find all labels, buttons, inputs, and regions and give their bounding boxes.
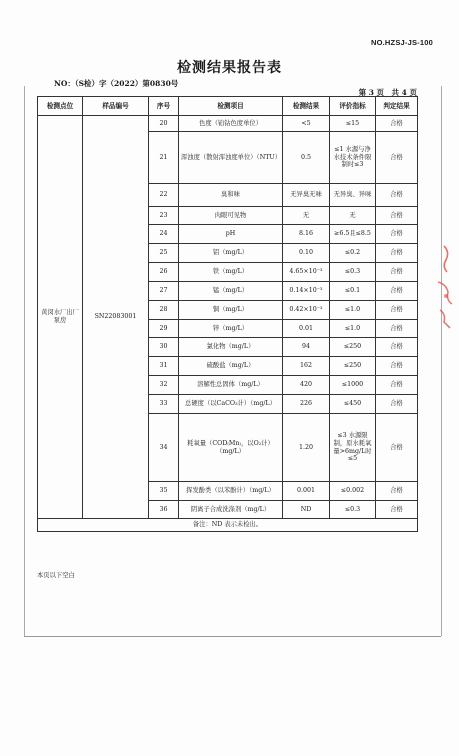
- limit-cell: ≤1.0: [330, 301, 376, 320]
- item-cell: 挥发酚类（以苯酚计）（mg/L）: [179, 482, 283, 501]
- red-seal-stamp: [424, 238, 454, 338]
- result-cell: 1.20: [283, 414, 330, 482]
- seq-cell: 34: [149, 414, 179, 482]
- limit-cell: ≤0.002: [330, 482, 376, 501]
- result-cell: 94: [283, 338, 330, 357]
- page-indicator: 第 3 页 共 4 页: [358, 88, 417, 97]
- seq-cell: 28: [149, 301, 179, 320]
- verdict-cell: 合格: [376, 338, 418, 357]
- item-cell: 锌（mg/L）: [179, 320, 283, 338]
- item-cell: 铝（mg/L）: [179, 244, 283, 263]
- verdict-cell: 合格: [376, 395, 418, 414]
- item-cell: 色度（铂钴色度单位）: [179, 116, 283, 132]
- page-footer-blank-note: 本页以下空白: [37, 572, 75, 579]
- table-header-row: [38, 97, 418, 116]
- limit-cell: ≤0.1: [330, 282, 376, 301]
- header-item: 检测项目: [179, 97, 283, 116]
- page-border-left: [24, 86, 25, 636]
- verdict-cell: 合格: [376, 263, 418, 282]
- result-cell: 0.001: [283, 482, 330, 501]
- limit-cell: ≥6.5且≤8.5: [330, 225, 376, 244]
- verdict-cell: 合格: [376, 320, 418, 338]
- result-cell: 0.01: [283, 320, 330, 338]
- item-cell: 臭和味: [179, 184, 283, 207]
- item-cell: 耗氧量（COD₍Mn₎，以O₂计）（mg/L）: [179, 414, 283, 482]
- verdict-cell: 合格: [376, 414, 418, 482]
- seq-cell: 32: [149, 376, 179, 395]
- header-result: 检测结果: [283, 97, 330, 116]
- limit-cell: ≤1000: [330, 376, 376, 395]
- header-sample-no: 样品编号: [83, 97, 149, 116]
- result-cell: <5: [283, 116, 330, 132]
- report-number: NO：（S检）字（2022）第0830号: [54, 79, 179, 88]
- limit-cell: ≤1.0: [330, 320, 376, 338]
- report-title: 检测结果报告表: [177, 60, 282, 76]
- item-cell: 铁（mg/L）: [179, 263, 283, 282]
- seq-cell: 23: [149, 207, 179, 225]
- seq-cell: 20: [149, 116, 179, 132]
- item-cell: pH: [179, 225, 283, 244]
- results-table: [37, 96, 418, 532]
- verdict-cell: 合格: [376, 501, 418, 519]
- item-cell: 氯化物（mg/L）: [179, 338, 283, 357]
- note-row: [38, 519, 418, 532]
- seq-cell: 22: [149, 184, 179, 207]
- item-cell: 肉眼可见物: [179, 207, 283, 225]
- header-limit: 评价指标: [330, 97, 376, 116]
- table-row: [38, 116, 418, 132]
- verdict-cell: 合格: [376, 184, 418, 207]
- verdict-cell: 合格: [376, 132, 418, 184]
- header-location: 检测点位: [38, 97, 83, 116]
- page-border-bottom: [24, 636, 441, 637]
- limit-cell: ≤250: [330, 338, 376, 357]
- sample-number-cell: SN22083001: [83, 116, 149, 519]
- verdict-cell: 合格: [376, 282, 418, 301]
- item-cell: 铜（mg/L）: [179, 301, 283, 320]
- verdict-cell: 合格: [376, 301, 418, 320]
- item-cell: 总硬度（以CaCO₃计）（mg/L）: [179, 395, 283, 414]
- limit-cell: ≤0.2: [330, 244, 376, 263]
- item-cell: 浑浊度（散射浑浊度单位）（NTU）: [179, 132, 283, 184]
- result-cell: 0.42×10⁻³: [283, 301, 330, 320]
- result-cell: 0.14×10⁻³: [283, 282, 330, 301]
- page-border-right: [441, 86, 442, 636]
- result-cell: 162: [283, 357, 330, 376]
- seq-cell: 36: [149, 501, 179, 519]
- seq-cell: 35: [149, 482, 179, 501]
- verdict-cell: 合格: [376, 244, 418, 263]
- limit-cell: ≤0.3: [330, 501, 376, 519]
- seq-cell: 27: [149, 282, 179, 301]
- limit-cell: ≤0.3: [330, 263, 376, 282]
- result-cell: 420: [283, 376, 330, 395]
- seq-cell: 26: [149, 263, 179, 282]
- note-text: 备注：ND 表示未检出。: [38, 519, 418, 532]
- verdict-cell: 合格: [376, 482, 418, 501]
- seq-cell: 29: [149, 320, 179, 338]
- limit-cell: ≤3 水源限制，原水耗氧量>6mg/L时≤5: [330, 414, 376, 482]
- limit-cell: ≤15: [330, 116, 376, 132]
- seq-cell: 30: [149, 338, 179, 357]
- item-cell: 溶解性总固体（mg/L）: [179, 376, 283, 395]
- result-cell: 0.5: [283, 132, 330, 184]
- result-cell: 8.16: [283, 225, 330, 244]
- item-cell: 锰（mg/L）: [179, 282, 283, 301]
- location-cell: 黄闵水厂出厂泵房: [38, 116, 83, 519]
- seq-cell: 33: [149, 395, 179, 414]
- limit-cell: ≤250: [330, 357, 376, 376]
- limit-cell: ≤450: [330, 395, 376, 414]
- verdict-cell: 合格: [376, 357, 418, 376]
- result-cell: ND: [283, 501, 330, 519]
- limit-cell: ≤1 水源与净水技术条件限制时≤3: [330, 132, 376, 184]
- header-verdict: 判定结果: [376, 97, 418, 116]
- item-cell: 阴离子合成洗涤剂（mg/L）: [179, 501, 283, 519]
- result-cell: 0.10: [283, 244, 330, 263]
- verdict-cell: 合格: [376, 207, 418, 225]
- verdict-cell: 合格: [376, 376, 418, 395]
- seq-cell: 31: [149, 357, 179, 376]
- item-cell: 硫酸盐（mg/L）: [179, 357, 283, 376]
- seq-cell: 25: [149, 244, 179, 263]
- result-cell: 无: [283, 207, 330, 225]
- result-cell: 226: [283, 395, 330, 414]
- result-cell: 4.65×10⁻³: [283, 263, 330, 282]
- header-seq: 序号: [149, 97, 179, 116]
- limit-cell: 无: [330, 207, 376, 225]
- seq-cell: 21: [149, 132, 179, 184]
- result-cell: 无异臭无味: [283, 184, 330, 207]
- seq-cell: 24: [149, 225, 179, 244]
- verdict-cell: 合格: [376, 225, 418, 244]
- verdict-cell: 合格: [376, 116, 418, 132]
- limit-cell: 无异臭、异味: [330, 184, 376, 207]
- document-number: NO.HZSJ-JS-100: [371, 38, 433, 47]
